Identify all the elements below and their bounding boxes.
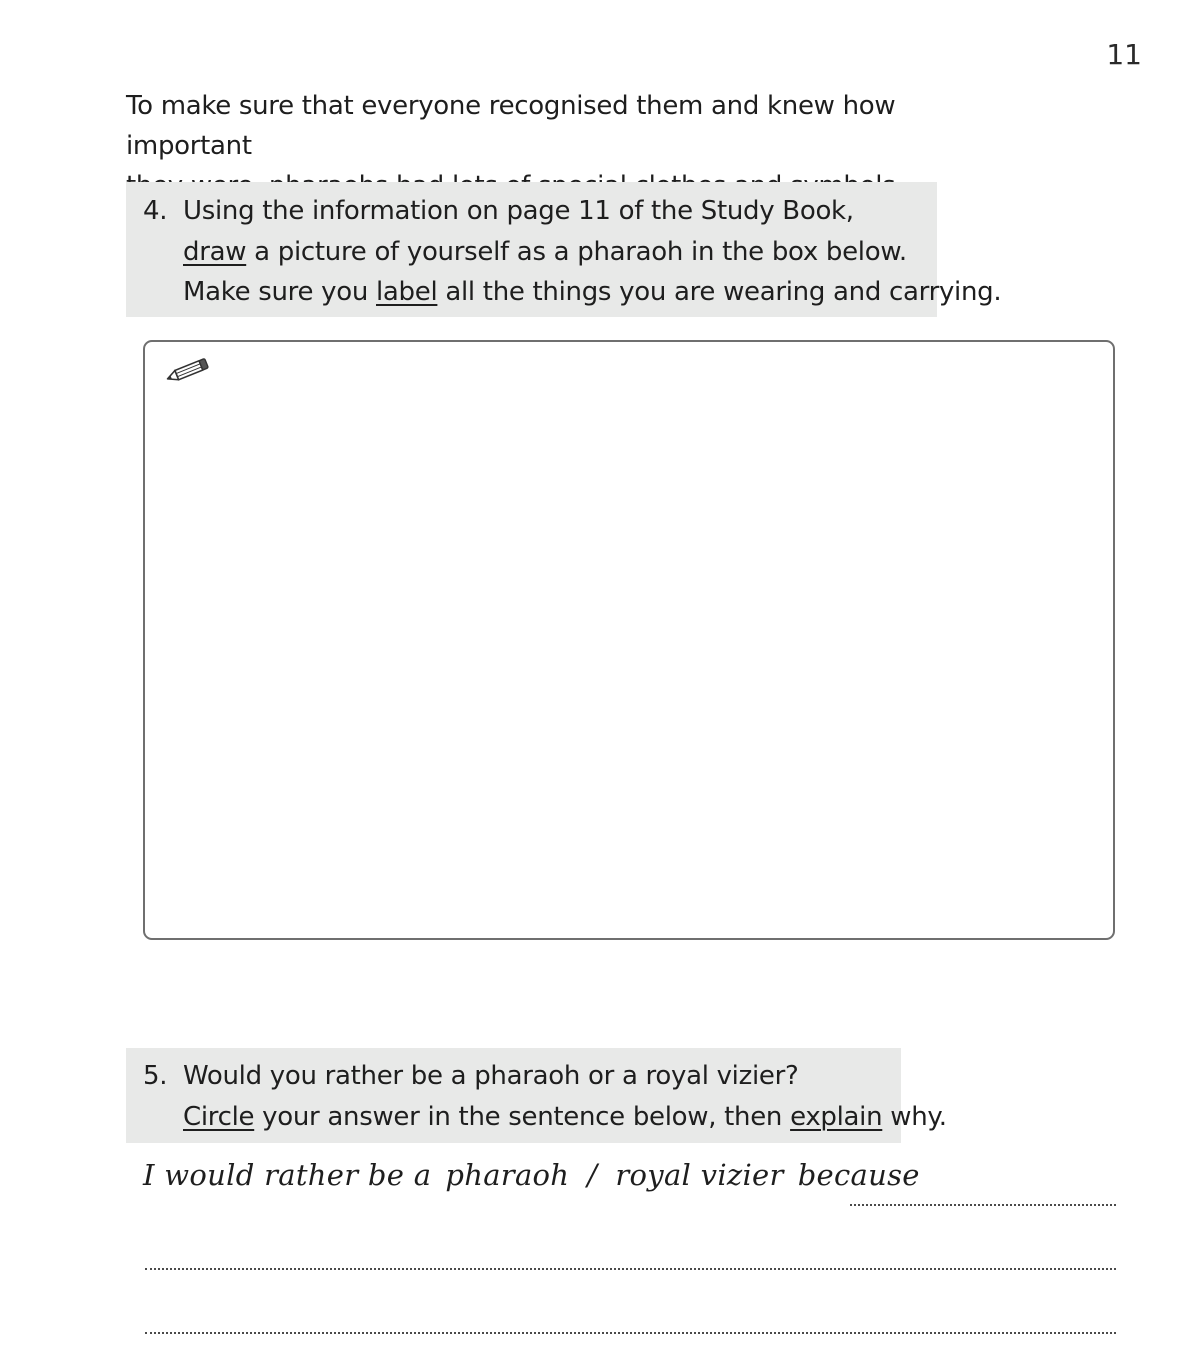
pencil-icon — [162, 356, 212, 386]
question-4-text-3b: all the things you are wearing and carrying. — [437, 277, 1002, 307]
question-5-line-2 — [143, 1097, 947, 1138]
question-4-line-1 — [143, 191, 937, 232]
circle-keyword: Circle — [183, 1101, 255, 1132]
label-keyword: label — [376, 277, 438, 307]
option-royal-vizier[interactable]: royal vizier — [615, 1158, 784, 1192]
page-number: 11 — [1106, 38, 1142, 71]
question-5-box — [126, 1048, 947, 1143]
question-5-text-3: why. — [882, 1101, 947, 1132]
intro-line-1: To make sure that everyone recognised them and knew how important — [126, 91, 896, 161]
question-4-box — [126, 182, 1002, 317]
question-4-line-2 — [143, 232, 937, 273]
question-4-number: 4. — [143, 196, 168, 226]
answer-sentence — [143, 1158, 920, 1192]
draw-keyword: draw — [183, 236, 247, 267]
question-4-text-1: Using the information on page 11 of the Study Book, — [183, 196, 854, 226]
question-4-line-3 — [143, 272, 1002, 313]
question-5-number: 5. — [143, 1061, 168, 1091]
question-5-line-1 — [143, 1056, 901, 1097]
option-separator: / — [587, 1158, 598, 1192]
sentence-suffix: because — [797, 1158, 920, 1192]
option-pharaoh[interactable]: pharaoh — [445, 1158, 570, 1192]
answer-line-3[interactable] — [145, 1332, 1116, 1334]
question-5-text-2: your answer in the sentence below, then — [254, 1101, 791, 1132]
sentence-prefix: I would rather be a — [143, 1158, 432, 1192]
explain-keyword: explain — [790, 1101, 883, 1132]
drawing-box[interactable] — [143, 340, 1115, 940]
answer-line-2[interactable] — [145, 1268, 1116, 1270]
question-4-text-3a: Make sure you — [183, 277, 376, 307]
answer-line-1[interactable] — [850, 1204, 1116, 1206]
question-5-text-1: Would you rather be a pharaoh or a royal vizier? — [183, 1061, 799, 1091]
question-4-text-2: a picture of yourself as a pharaoh in the box below. — [246, 236, 907, 267]
